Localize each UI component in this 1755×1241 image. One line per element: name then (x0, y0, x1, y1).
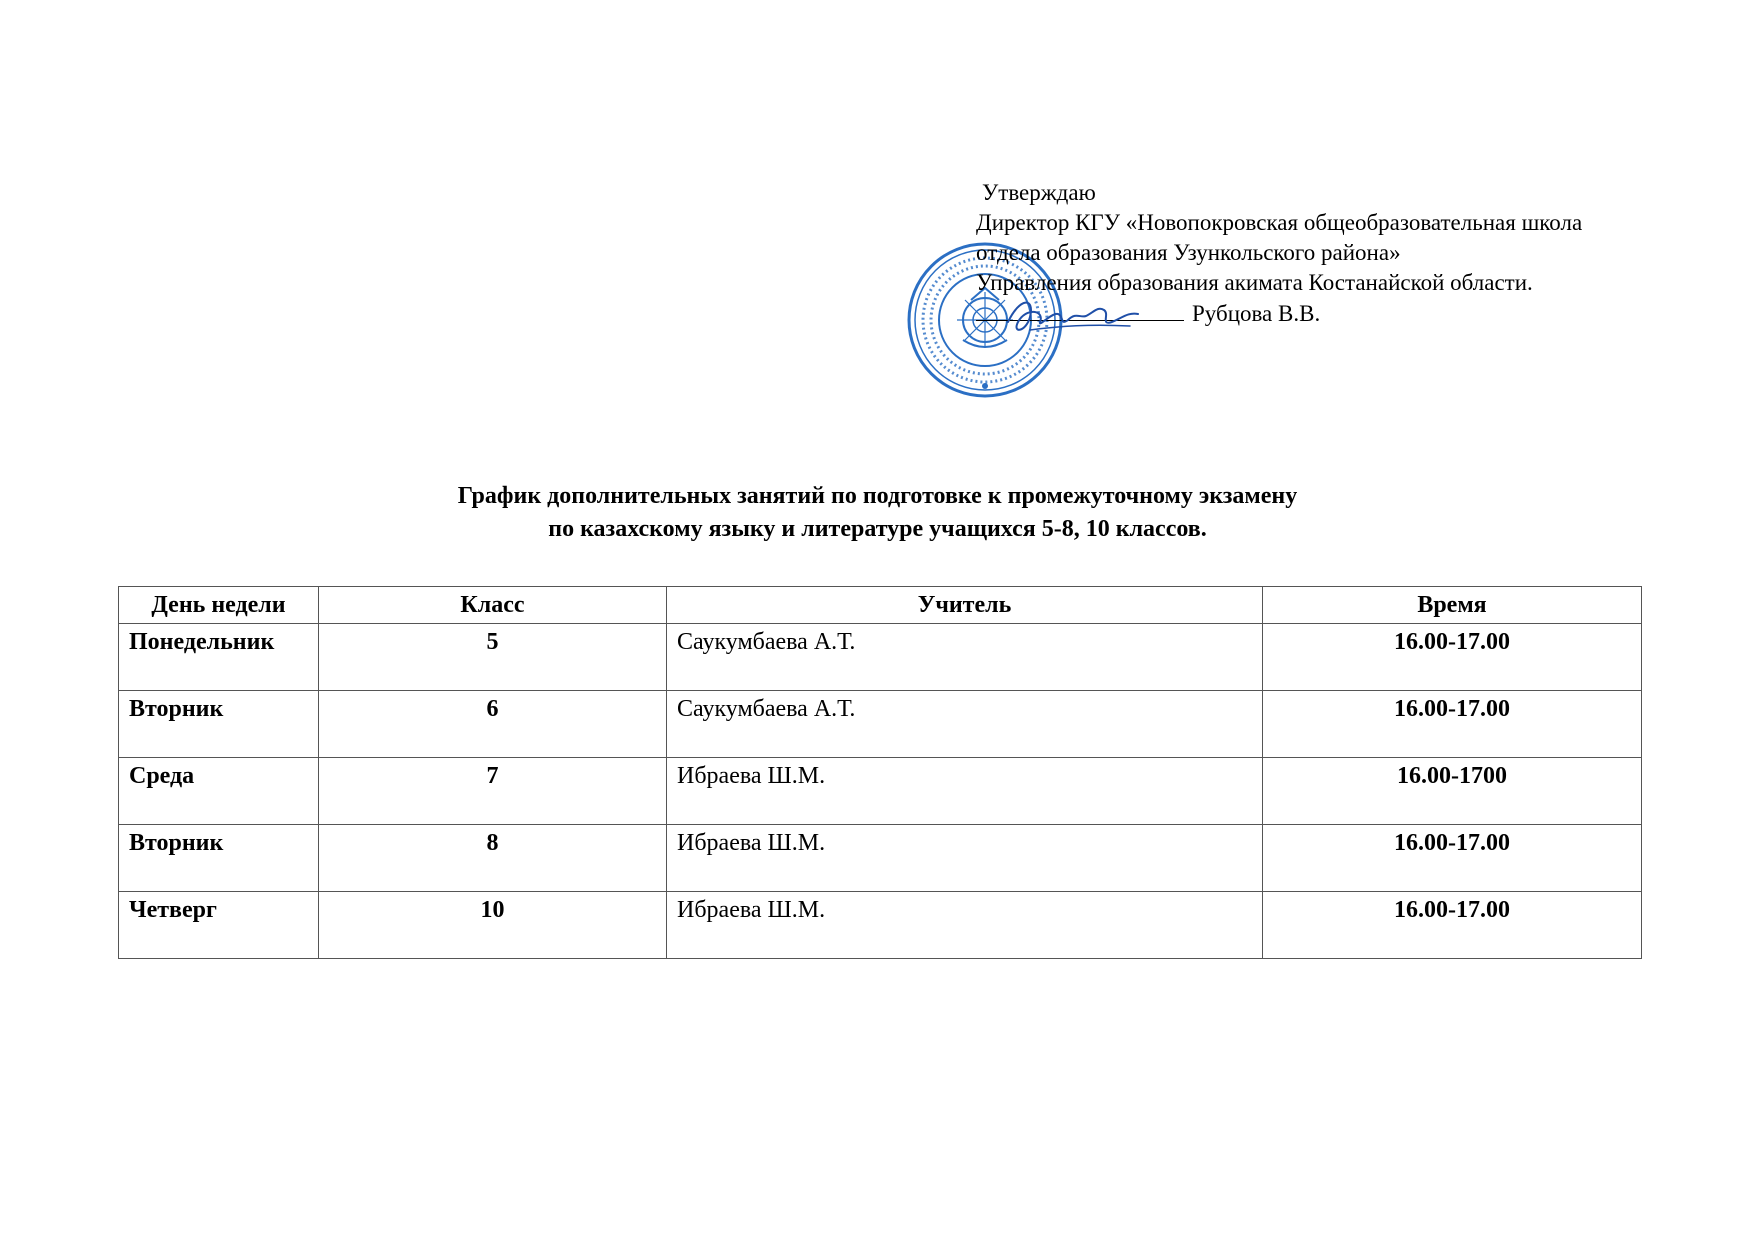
approval-heading: Утверждаю (982, 180, 1096, 205)
cell-class: 6 (319, 691, 667, 758)
cell-class: 10 (319, 892, 667, 959)
cell-class: 7 (319, 758, 667, 825)
header-teacher: Учитель (667, 587, 1263, 624)
table-row (119, 624, 1642, 691)
cell-teacher: Ибраева Ш.М. (667, 825, 1263, 892)
cell-teacher: Саукумбаева А.Т. (667, 624, 1263, 691)
table-row (119, 892, 1642, 959)
header-day: День недели (119, 587, 319, 624)
cell-class: 5 (319, 624, 667, 691)
cell-time: 16.00-17.00 (1263, 624, 1642, 691)
cell-day: Понедельник (119, 624, 319, 691)
cell-teacher: Ибраева Ш.М. (667, 892, 1263, 959)
cell-day: Вторник (119, 691, 319, 758)
cell-day: Четверг (119, 892, 319, 959)
table-row (119, 758, 1642, 825)
document-title (0, 480, 1755, 546)
cell-time: 16.00-17.00 (1263, 825, 1642, 892)
table-row (119, 825, 1642, 892)
title-line-1: График дополнительных занятий по подготовке к промежуточному экзамену (457, 483, 1298, 509)
cell-teacher: Ибраева Ш.М. (667, 758, 1263, 825)
approval-signer-name: Рубцова В.В. (1192, 301, 1321, 326)
table-row (119, 691, 1642, 758)
cell-time: 16.00-1700 (1263, 758, 1642, 825)
cell-teacher: Саукумбаева А.Т. (667, 691, 1263, 758)
approval-position-line-3: Управления образования акимата Костанайской области. (976, 270, 1533, 295)
cell-day: Среда (119, 758, 319, 825)
cell-day: Вторник (119, 825, 319, 892)
approval-position-line-1: Директор КГУ «Новопокровская общеобразовательная школа (976, 210, 1583, 235)
cell-time: 16.00-17.00 (1263, 892, 1642, 959)
header-time: Время (1263, 587, 1642, 624)
schedule-table (118, 586, 1642, 959)
cell-class: 8 (319, 825, 667, 892)
director-signature (1000, 292, 1150, 342)
header-class: Класс (319, 587, 667, 624)
table-header-row (119, 587, 1642, 624)
approval-position-line-2: отдела образования Узункольского района» (976, 240, 1401, 265)
title-line-2: по казахскому языку и литературе учащихся 5-8, 10 классов. (548, 516, 1207, 542)
cell-time: 16.00-17.00 (1263, 691, 1642, 758)
